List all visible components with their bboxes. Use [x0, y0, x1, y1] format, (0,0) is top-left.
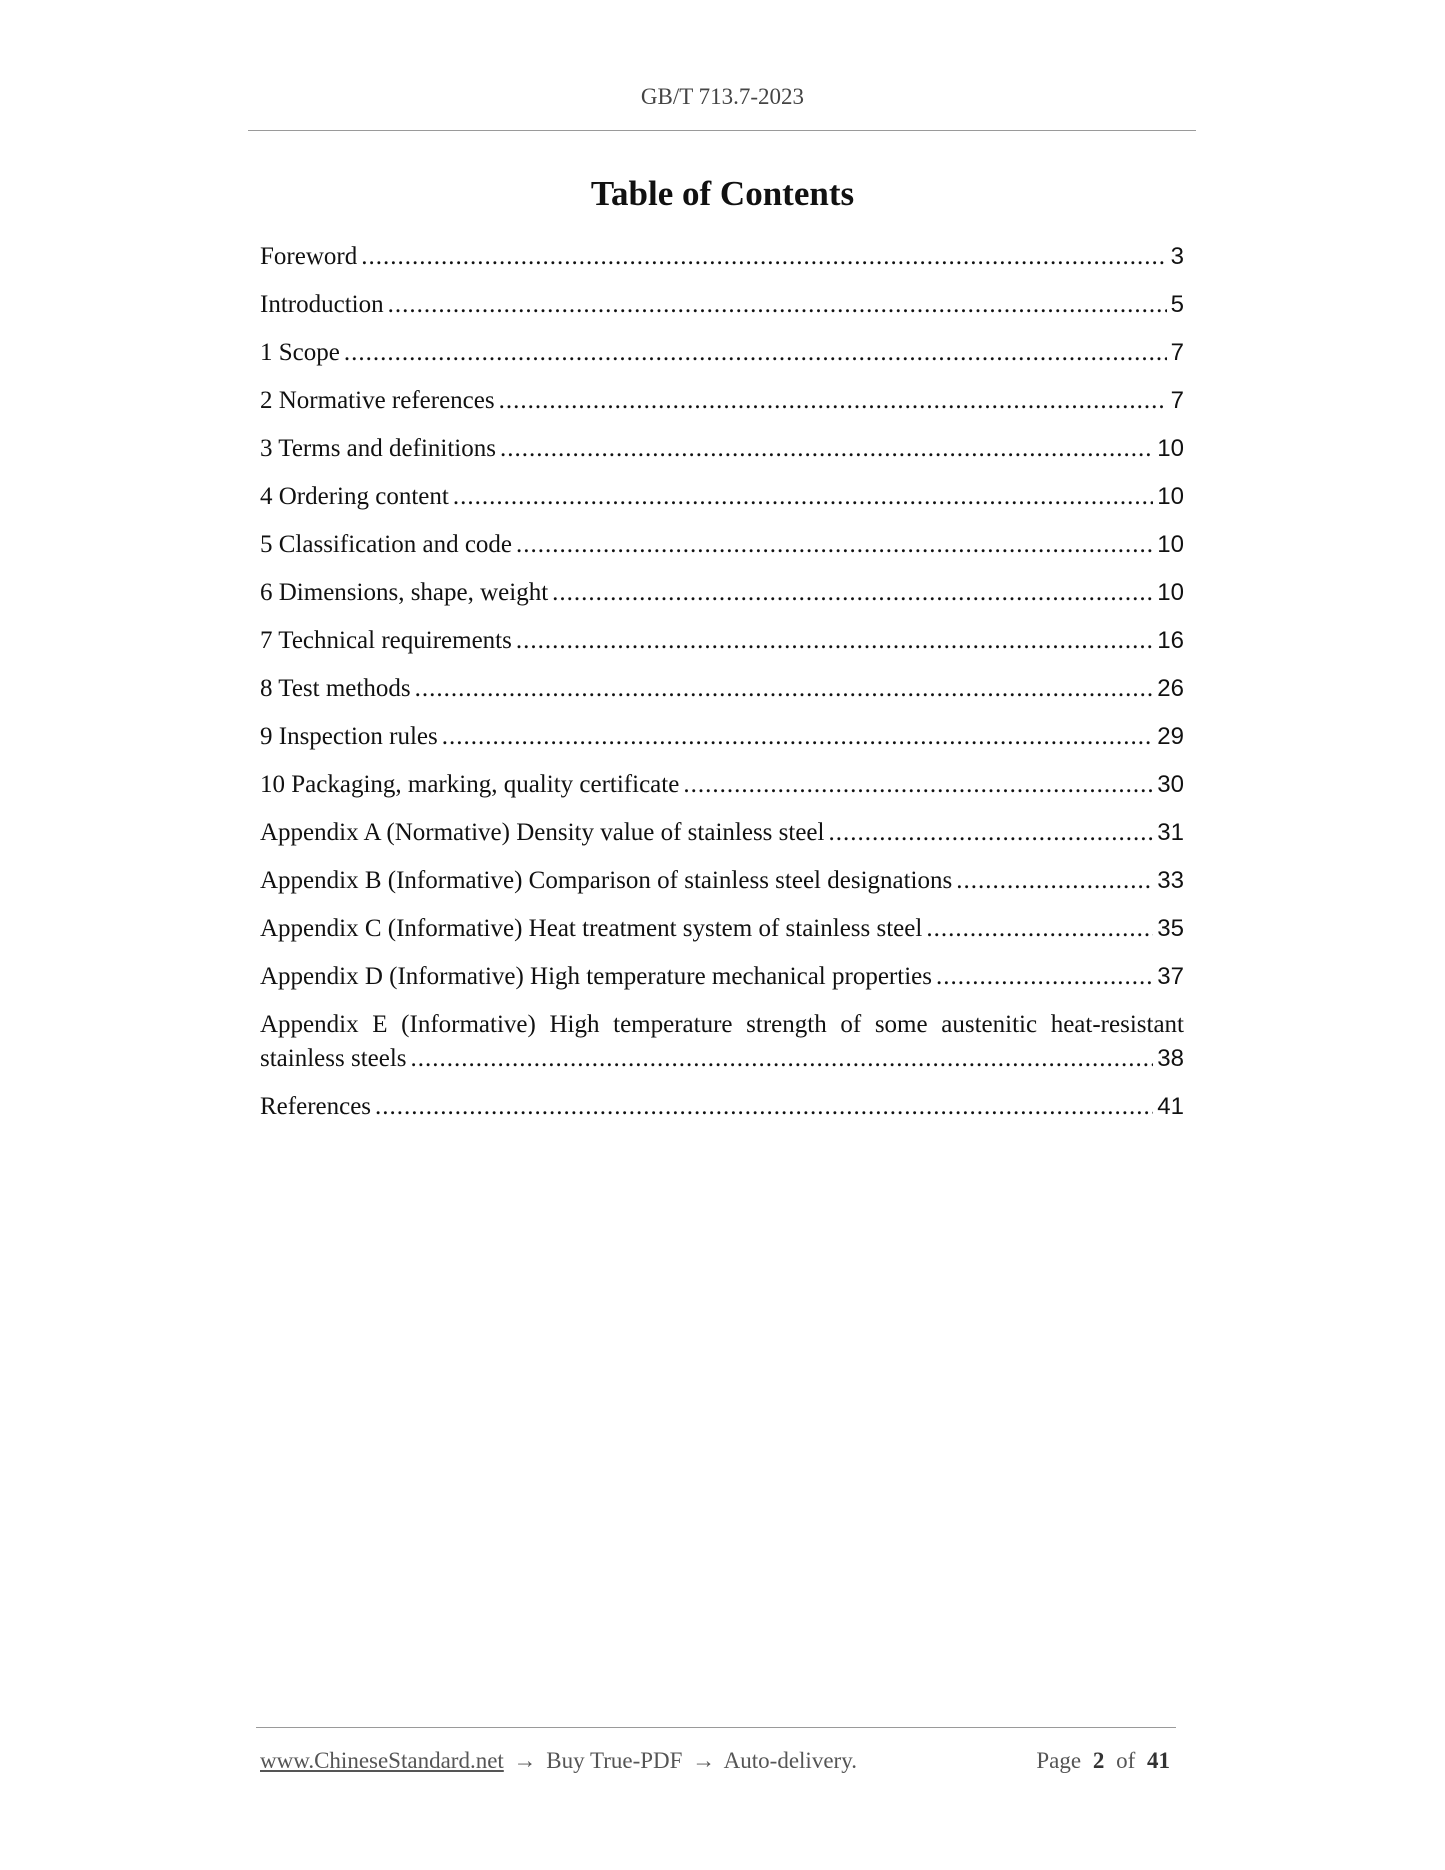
footer-divider	[256, 1727, 1176, 1728]
toc-entry-label-line1: Appendix E (Informative) High temperature strength of some austenitic heat-resistant	[260, 1011, 1184, 1038]
toc-entry-label: Appendix A (Normative) Density value of stainless steel	[260, 819, 825, 846]
dot-leader	[500, 432, 1153, 466]
toc-entry-dimensions[interactable]	[260, 576, 1184, 610]
toc-page-number: 31	[1157, 819, 1184, 846]
toc-entry-scope[interactable]	[260, 336, 1184, 370]
toc-page-number: 30	[1157, 771, 1184, 798]
dot-leader	[453, 480, 1153, 514]
toc-entry-label: 5 Classification and code	[260, 531, 513, 558]
toc-entry-label: 4 Ordering content	[260, 483, 449, 510]
toc-entry-label: 7 Technical requirements	[260, 627, 512, 654]
toc-entry-label-line2: stainless steels	[260, 1045, 407, 1072]
toc-entry-terms-definitions[interactable]	[260, 432, 1184, 466]
toc-page-number: 16	[1157, 627, 1184, 654]
toc-page-number: 35	[1157, 915, 1184, 942]
page-word: Page	[1036, 1748, 1082, 1773]
current-page-number: 2	[1092, 1748, 1105, 1773]
dot-leader	[516, 528, 1153, 562]
dot-leader	[411, 1042, 1154, 1076]
toc-page-number: 10	[1157, 531, 1184, 558]
toc-page-number: 3	[1170, 243, 1184, 270]
dot-leader	[499, 384, 1167, 418]
toc-page-number: 33	[1157, 867, 1184, 894]
toc-page-number: 41	[1157, 1093, 1184, 1120]
toc-entry-label: Foreword	[260, 243, 358, 270]
toc-list	[260, 240, 1184, 1138]
toc-entry-label: Appendix C (Informative) Heat treatment system of stainless steel	[260, 915, 923, 942]
toc-entry-label: 3 Terms and definitions	[260, 435, 496, 462]
toc-page-number: 38	[1157, 1045, 1184, 1072]
toc-page-number: 10	[1157, 435, 1184, 462]
document-code-header: GB/T 713.7-2023	[640, 84, 805, 109]
dot-leader	[956, 864, 1153, 898]
dot-leader	[926, 912, 1153, 946]
toc-entry-technical-requirements[interactable]	[260, 624, 1184, 658]
page-footer	[260, 1748, 1176, 1774]
dot-leader	[442, 720, 1154, 754]
toc-entry-label: 8 Test methods	[260, 675, 411, 702]
dot-leader	[516, 624, 1153, 658]
toc-entry-appendix-c[interactable]	[260, 912, 1184, 946]
toc-entry-test-methods[interactable]	[260, 672, 1184, 706]
dot-leader	[552, 576, 1153, 610]
toc-page-number: 7	[1170, 387, 1184, 414]
toc-entry-introduction[interactable]	[260, 288, 1184, 322]
toc-entry-appendix-d[interactable]	[260, 960, 1184, 994]
buy-true-pdf-text: Buy True-PDF	[546, 1748, 683, 1773]
toc-entry-classification-code[interactable]	[260, 528, 1184, 562]
toc-entry-label: References	[260, 1093, 372, 1120]
dot-leader	[683, 768, 1153, 802]
toc-entry-foreword[interactable]	[260, 240, 1184, 274]
toc-entry-label: 6 Dimensions, shape, weight	[260, 579, 549, 606]
total-pages-number: 41	[1147, 1748, 1170, 1773]
toc-entry-appendix-e[interactable]	[260, 1008, 1184, 1076]
toc-page-number: 29	[1157, 723, 1184, 750]
dot-leader	[344, 336, 1167, 370]
arrow-right-icon: →	[513, 1748, 537, 1773]
arrow-right-icon: →	[692, 1748, 716, 1773]
toc-entry-label: Introduction	[260, 291, 384, 318]
toc-entry-label: 10 Packaging, marking, quality certificate	[260, 771, 680, 798]
toc-entry-appendix-b[interactable]	[260, 864, 1184, 898]
toc-page-number: 37	[1157, 963, 1184, 990]
toc-page-number: 10	[1157, 483, 1184, 510]
dot-leader	[361, 240, 1166, 274]
toc-title: Table of Contents	[590, 174, 855, 213]
toc-entry-normative-references[interactable]	[260, 384, 1184, 418]
toc-entry-references[interactable]	[260, 1090, 1184, 1124]
dot-leader	[415, 672, 1154, 706]
toc-entry-packaging[interactable]	[260, 768, 1184, 802]
site-link[interactable]: www.ChineseStandard.net	[260, 1748, 504, 1773]
dot-leader	[828, 816, 1153, 850]
toc-entry-appendix-a[interactable]	[260, 816, 1184, 850]
toc-entry-ordering-content[interactable]	[260, 480, 1184, 514]
toc-entry-label: 2 Normative references	[260, 387, 495, 414]
toc-entry-label: Appendix B (Informative) Comparison of stainless steel designations	[260, 867, 953, 894]
toc-entry-label: 9 Inspection rules	[260, 723, 438, 750]
header-divider	[248, 130, 1196, 131]
toc-page-number: 5	[1170, 291, 1184, 318]
dot-leader	[375, 1090, 1153, 1124]
page-indicator	[1036, 1748, 1176, 1774]
auto-delivery-text: Auto-delivery.	[723, 1748, 857, 1773]
dot-leader	[388, 288, 1167, 322]
dot-leader	[936, 960, 1153, 994]
toc-page-number: 7	[1170, 339, 1184, 366]
toc-entry-label: 1 Scope	[260, 339, 340, 366]
toc-entry-inspection-rules[interactable]	[260, 720, 1184, 754]
toc-entry-label: Appendix D (Informative) High temperature mechanical properties	[260, 963, 932, 990]
of-word: of	[1116, 1748, 1136, 1773]
toc-page-number: 10	[1157, 579, 1184, 606]
toc-page-number: 26	[1157, 675, 1184, 702]
